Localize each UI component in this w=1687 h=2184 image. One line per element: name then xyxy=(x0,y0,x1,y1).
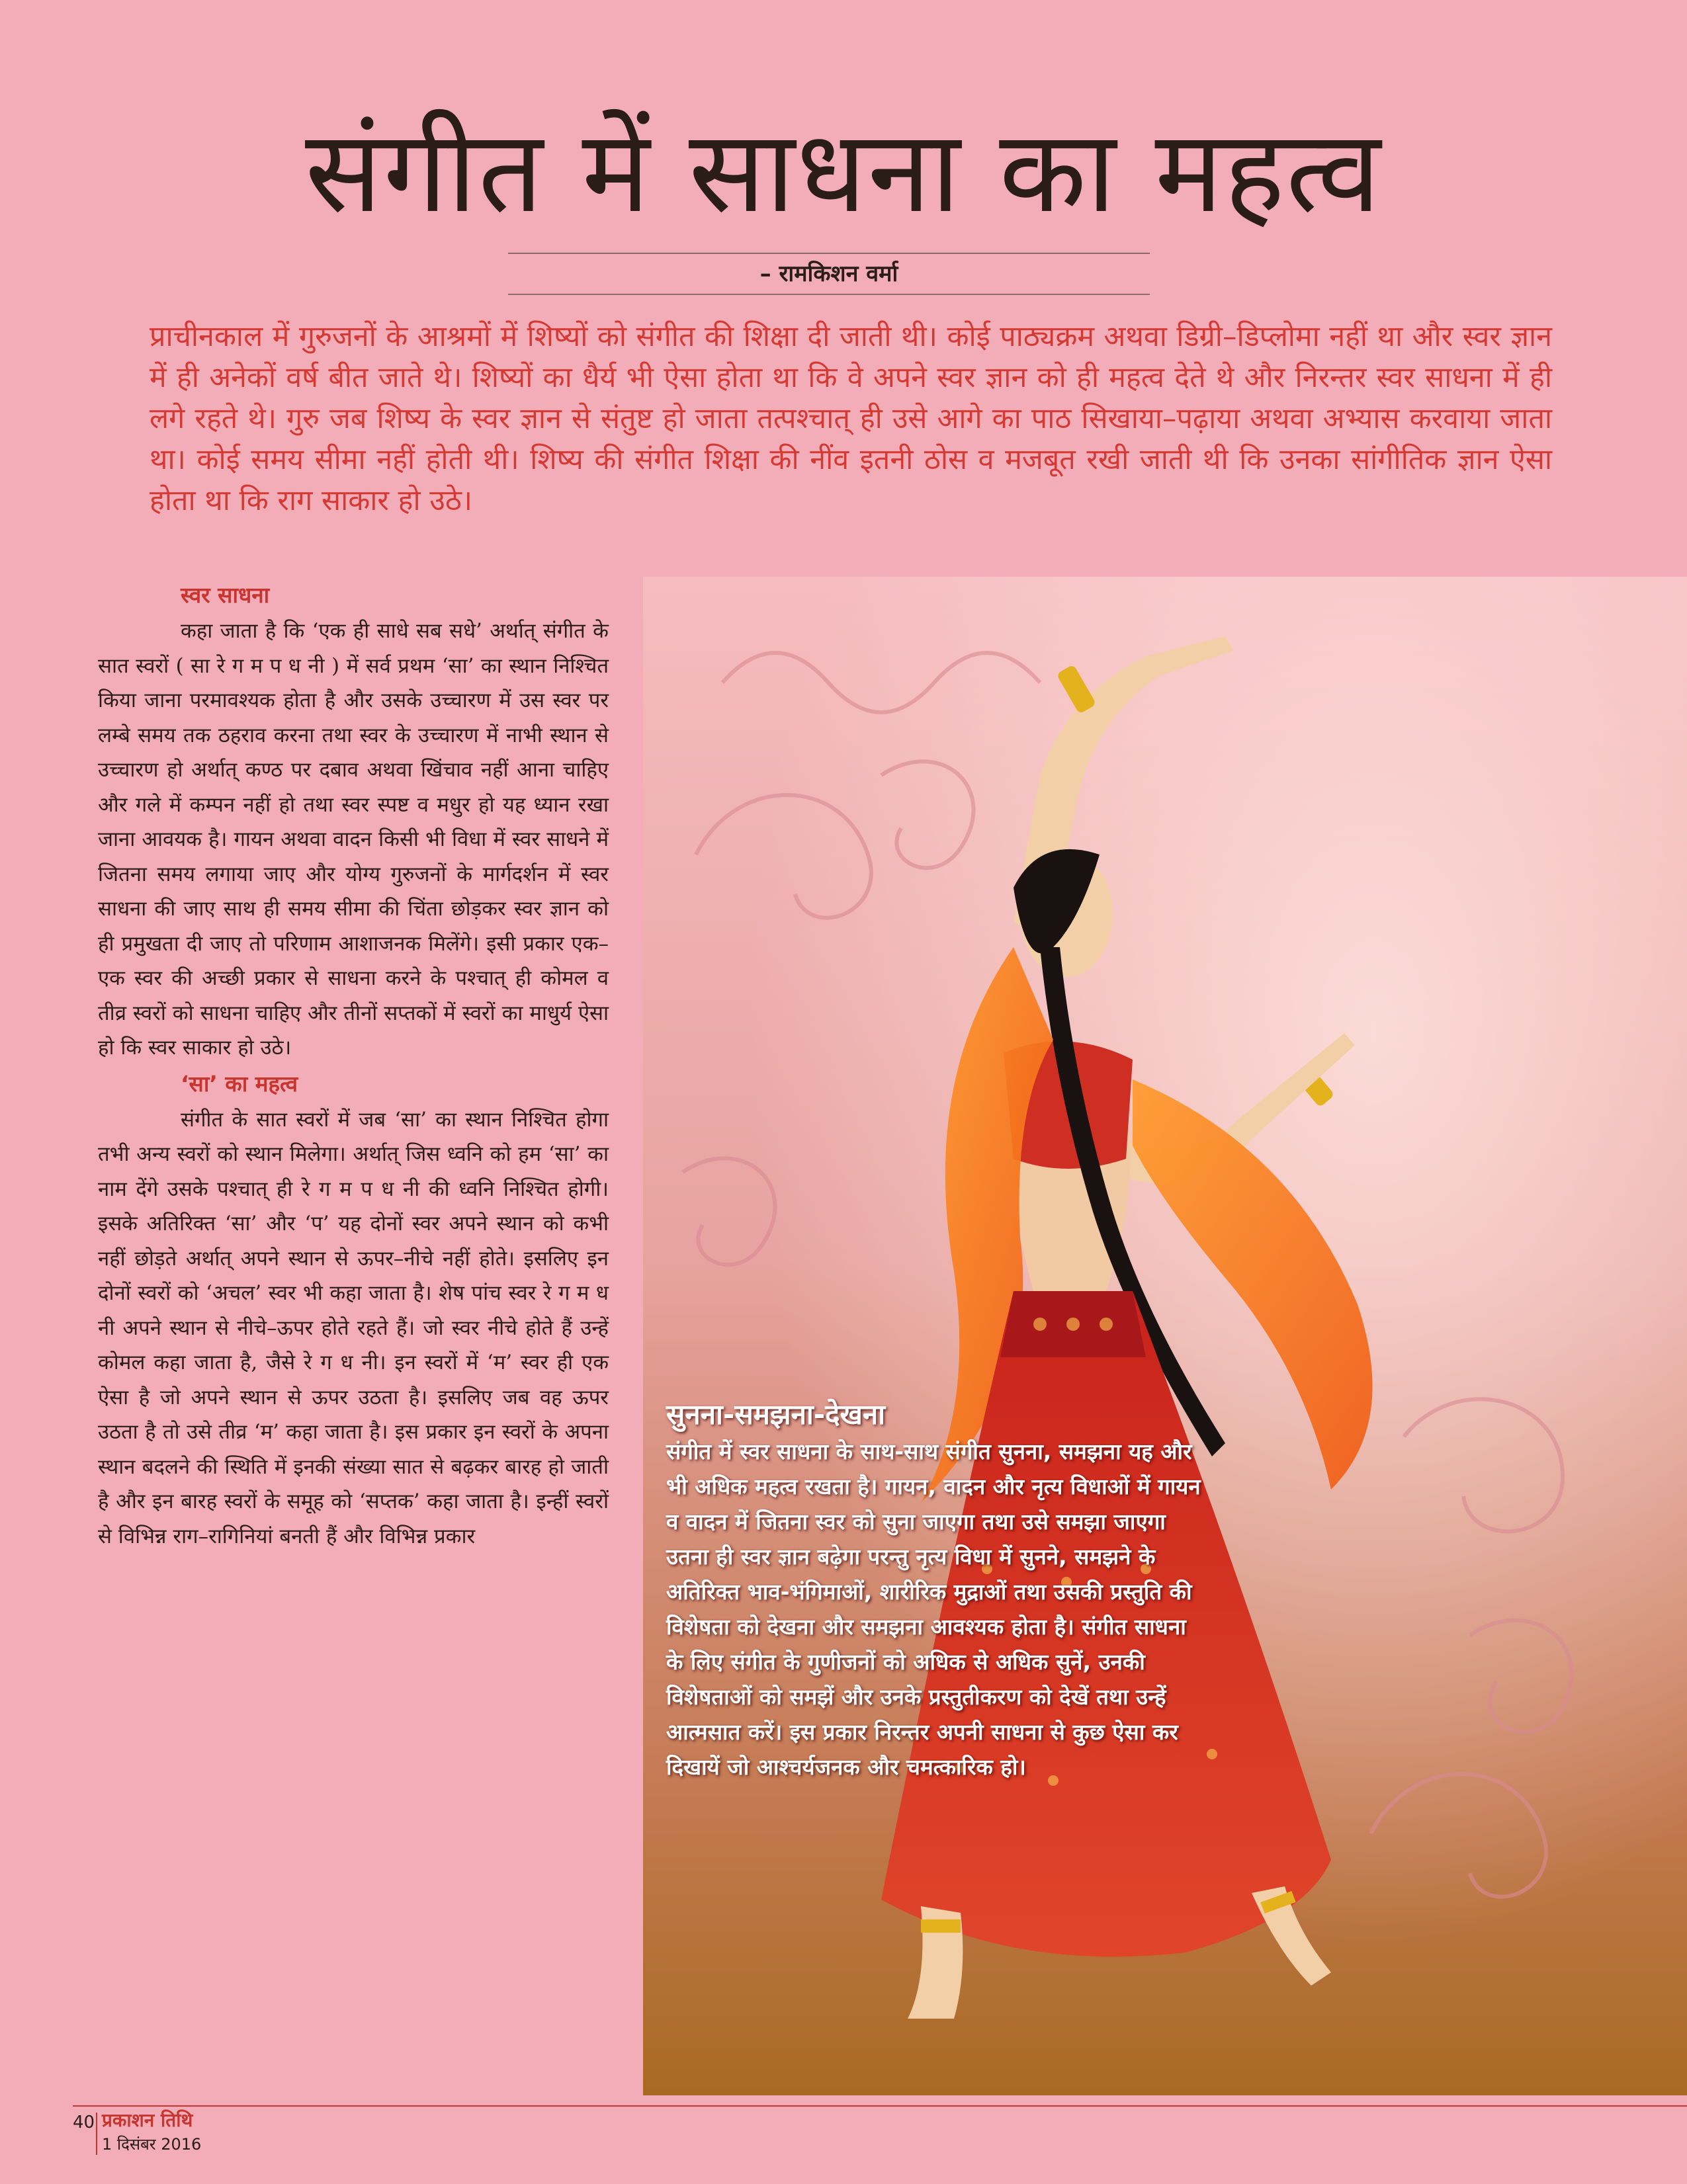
footer-divider xyxy=(73,2105,1687,2107)
section-heading: ‘सा’ का महत्व xyxy=(181,1070,298,1097)
section-body: संगीत के सात स्वरों में जब ‘सा’ का स्थान निश्चित होगा तभी अन्य स्वरों को स्थान मिलेगा। अर्थात् जिस ध्वनि को हम ‘सा’ का नाम देंगे उसके पश्चात् ही रे ग म प ध नी की ध्वनि निश्चित होगी। इसके अतिरिक्त ‘सा’ और ‘प’ यह दोनों स्वर अपने स्थान को कभी नहीं छोड़ते अर्थात् अपने स्थान से ऊपर–नीचे नहीं होते। इसलिए इन दोनों स्वरों को ‘अचल’ स्वर भी कहा जाता है। शेष पांच स्वर रे ग म ध नी अपने स्थान से नीचे–ऊपर होते रहते हैं। जो स्वर नीचे होते हैं उन्हें कोमल कहा जाता है, जैसे रे ग ध नी। इन स्वरों में ‘म’ स्वर ही एक ऐसा है जो अपने स्थान से ऊपर उठता है। इसलिए जब वह ऊपर उठता है तो उसे तीव्र ‘म’ कहा जाता है। इस प्रकार इन स्वरों के अपना स्थान बदलने की स्थिति में इनकी संख्या सात से बढ़कर बारह हो जाती है और इन बारह स्वरों के समूह को ‘सप्तक’ कहा जाता है। इन्हीं स्वरों से विभिन्न राग–रागिनियां बनती हैं और विभिन्न प्रकार xyxy=(98,1107,609,1548)
publication-name: प्रकाशन तिथि xyxy=(102,2109,193,2131)
sidebar-heading: सुनना-समझना-देखना xyxy=(666,1398,886,1431)
footer-separator xyxy=(96,2113,97,2155)
sidebar-body: संगीत में स्वर साधना के साथ-साथ संगीत सुनना, समझना यह और भी अधिक महत्व रखता है। गायन, वादन और नृत्य विधाओं में गायन व वादन में जितना स्वर को सुना जाएगा तथा उसे समझा जाएगा उतना ही स्वर ज्ञान बढ़ेगा परन्तु नृत्य विधा में सुनने, समझने के अतिरिक्त भाव-भंगिमाओं, शारीरिक मुद्राओं तथा उसकी प्रस्तुति की विशेषता को देखना और समझना आवश्यक होता है। संगीत साधना के लिए संगीत के गुणीजनों को अधिक से अधिक सुनें, उनकी विशेषताओं को समझें और उनके प्रस्तुतीकरण को देखें तथा उन्हें आत्मसात करें। इस प्रकार निरन्तर अपनी साधना से कुछ ऐसा कर दिखायें जो आश्चर्यजनक और चमत्कारिक हो। xyxy=(666,1439,1201,1780)
publication-date: 1 दिसंबर 2016 xyxy=(102,2135,202,2154)
section-body: कहा जाता है कि ‘एक ही साधे सब सधे’ अर्थात् संगीत के सात स्वरों ( सा रे ग म प ध नी ) में सर्व प्रथम ‘सा’ का स्थान निश्चित किया जाना परमावश्यक होता है और उसके उच्चारण में उस स्वर पर लम्बे समय तक ठहराव करना तथा स्वर के उच्चारण में नाभी स्थान से उच्चारण हो अर्थात् कण्ठ पर दबाव अथवा खिंचाव नहीं आना चाहिए और गले में कम्पन नहीं हो तथा स्वर स्पष्ट व मधुर हो यह ध्यान रखा जाना आवयक है। गायन अथवा वादन किसी भी विधा में स्वर साधने में जितना समय लगाया जाए और योग्य गुरुजनों के मार्गदर्शन में स्वर साधना की जाए साथ ही समय सीमा की चिंता छोड़कर स्वर ज्ञान को ही प्रमुखता दी जाए तो परिणाम आशाजनक मिलेंगे। इसी प्रकार एक–एक स्वर की अच्छी प्रकार से साधना करने के पश्चात् ही कोमल व तीव्र स्वरों को साधना चाहिए और तीनों सप्तकों में स्वरों का माधुर्य ऐसा हो कि स्वर साकार हो उठे। xyxy=(98,619,609,1060)
divider xyxy=(508,294,1150,295)
dancer-illustration xyxy=(643,577,1687,2095)
section-heading: स्वर साधना xyxy=(181,582,270,608)
author-name: – रामकिशन वर्मा xyxy=(759,261,898,287)
intro-paragraph: प्राचीनकाल में गुरुजनों के आश्रमों में शिष्यों को संगीत की शिक्षा दी जाती थी। कोई पाठ्यक्रम अथवा डिग्री–डिप्लोमा नहीं था और स्वर ज्ञान में ही अनेकों वर्ष बीत जाते थे। शिष्यों का धैर्य भी ऐसा होता था कि वे अपने स्वर ज्ञान को ही महत्व देते थे और निरन्तर स्वर साधना में ही लगे रहते थे। गुरु जब शिष्य के स्वर ज्ञान से संतुष्ट हो जाता तत्पश्चात् ही उसे आगे का पाठ सिखाया–पढ़ाया अथवा अभ्यास करवाया जाता था। कोई समय सीमा नहीं होती थी। शिष्य की संगीत शिक्षा की नींव इतनी ठोस व मजबूत रखी जाती थी कि उनका सांगीतिक ज्ञान ऐसा होता था कि राग साकार हो उठे। xyxy=(150,320,1552,517)
byline xyxy=(508,253,1150,295)
article-column xyxy=(98,577,609,1554)
page-number: 40 xyxy=(73,2113,95,2132)
page-title: संगीत में साधना का महत्व xyxy=(305,105,1382,238)
sidebar-box xyxy=(666,1396,1209,1785)
